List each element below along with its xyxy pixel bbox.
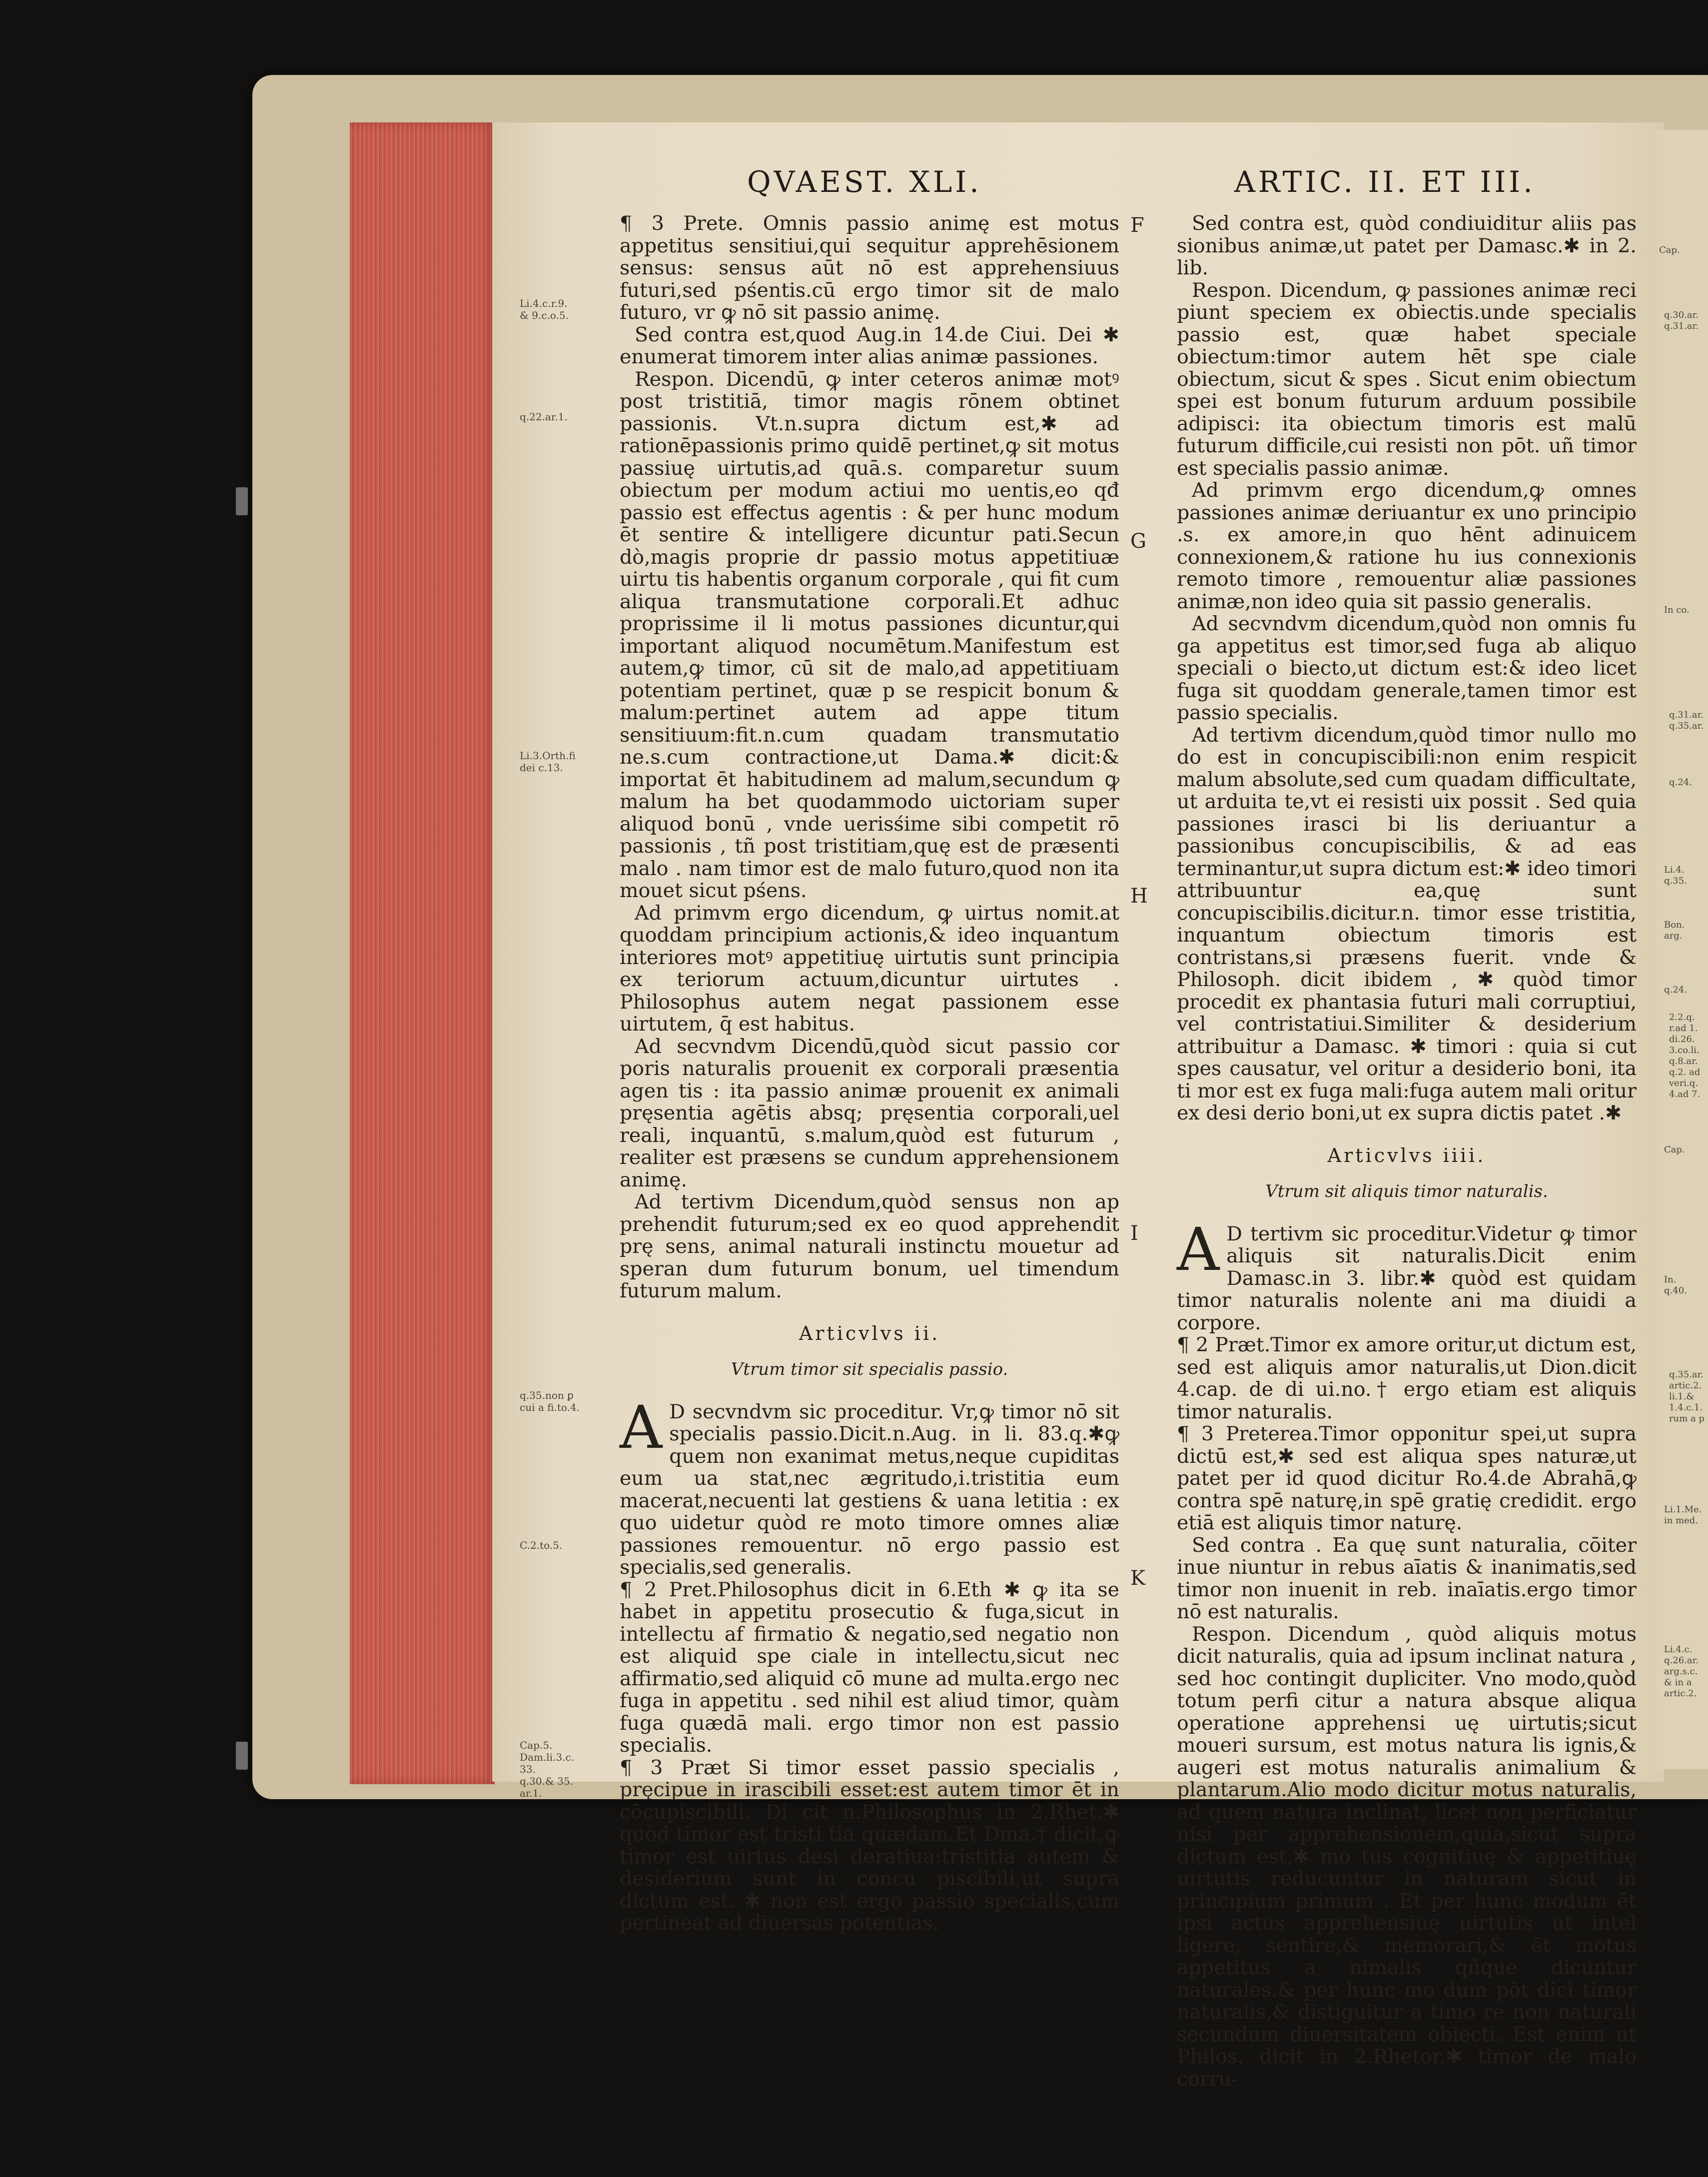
paragraph: Sed contra est,quod Aug.in 14.de Ciui. Dei ✱ enumerat timorem inter alias animæ passiones.: [620, 323, 1119, 368]
paragraph: Ad secvndvm Dicendū,quòd sicut passio cor poris naturalis prouenit ex corporali præsentia agen tis : ita passio animæ prouenit ex animali pręsentia agētis absq; pręsentia corporali,uel reali, inquantū, s.malum,quòd est futurum , realiter est præsens se cundum apprehensionem animę.: [620, 1035, 1119, 1191]
running-head-right: ARTIC. II. ET III.: [1234, 165, 1536, 199]
margin-note: In. q.40.: [1664, 1274, 1687, 1296]
margin-note: C.2.to.5.: [520, 1539, 563, 1551]
article-heading: Articvlvs ii.: [799, 1322, 940, 1344]
section-letter-i: I: [1130, 1222, 1138, 1245]
article-title: Vtrum sit aliquis timor naturalis.: [1265, 1181, 1548, 1201]
margin-note: q.31.ar. q.35.ar.: [1669, 710, 1704, 731]
paragraph: Respon. Dicendū, ꝙ inter ceteros animæ motꝰ post tristitiā, timor magis rōnem obtinet passionis. Vt.n.supra dictum est,✱ ad rationēpassionis primo quidē pertinet,ꝙ sit motus passiuę uirtutis,ad quā.s. comparetur suum obiectum per modum actiui mo uentis,eo qđ passio est effectus agentis : & per hunc modum ēt sentire & intelligere dicuntur pati.Secun dò,magis proprie dr passio motus appetitiuæ uirtu tis habentis organum corporale , qui fit cum aliqua transmutatione corporali.Et adhuc proprissime il li motus passiones dicuntur,qui important aliquod nocumētum.Manifestum est autem,ꝙ timor, cū sit de malo,ad appetitiuam potentiam pertinet, quæ p se respicit bonum & malum:pertinet autem ad appe titum sensitiuum:fit.n.cum quadam transmutatio ne.s.cum contractione,ut Dama.✱ dicit:& importat ēt habitudinem ad malum,secundum ꝙ malum ha bet quodammodo uictoriam super aliquod bonū , vnde uerisśime sibi competit rō passionis , tñ post tristitiam,quę est de præsenti malo . nam timor est de malo futuro,quod non ita mouet sicut pśens.: [620, 367, 1119, 902]
paragraph: Ad primvm ergo dicendum, ꝙ uirtus nomit.at quoddam principium actionis,& ideo inquantum interiores motꝰ appetitiuę uirtutis sunt principia ex teriorum actuum,dicuntur uirtutes . Philosophus autem negat passionem esse uirtutem, q̄ est habitus.: [620, 901, 1119, 1036]
margin-note: Cap.: [1664, 1144, 1685, 1155]
drop-cap: A: [620, 1392, 663, 1462]
paragraph: Respon. Dicendum , quòd aliquis motus dicit naturalis, quia ad ipsum inclinat natura , sed hoc contingit dupliciter. Vno modo,quòd totum perfi citur a natura absque aliqua operatione apprehensi uę uirtutis;sicut moueri sursum, est motus natura lis ignis,& augeri est motus naturalis animalium & plantarum.Alio modo dicitur motus naturalis, ad quem natura inclinat, licet non perficiatur nisi per apprehensionem,quia,sicut supra dictum est,✱ mo tus cognitiuę & appetitiuę uirtutis reducuntur in naturam sicut in principium primum . Et per hunc modum ēt ipsi actus apprehensiuę uirtutis ut intel ligere, sentire,& memorari,& ēt motus appetitus a nimalis qñque dicuntur naturales.& per hunc mo dum pōt dici timor naturalis,& distiguitur a timo re non naturali secundum diuersitatem obiecti. Est enim ut Philos. dicit in 2.Rhetor.✱ timor de malo corru-: [1177, 1622, 1637, 2091]
margin-note: In co.: [1664, 605, 1690, 615]
paragraph: ¶ 2 Præt.Timor ex amore oritur,ut dictum est, sed est aliquis amor naturalis,ut Dion.dicit 4.cap. de di ui.no.† ergo etiam est aliquis timor naturalis.: [1177, 1333, 1637, 1423]
margin-note: Cap.: [1659, 245, 1680, 255]
red-page-edges: [350, 122, 495, 1784]
margin-note: Li.4.c. q.26.ar. arg.s.c. & in a artic.2.: [1664, 1644, 1699, 1699]
margin-note: Bon. arg.: [1664, 920, 1685, 941]
paragraph: ¶ 3 Prete. Omnis passio animę est motus appetitus sensitiui,qui sequitur apprehēsionem sensus: sensus aūt nō est apprehensiuus futuri,sed pśentis.cū ergo timor sit de malo futuro, vr ꝙ nō sit passio animę.: [620, 212, 1119, 324]
section-letter-g: G: [1130, 530, 1146, 553]
margin-note: Li.4.c.r.9. & 9.c.o.5.: [520, 297, 569, 321]
margin-note: 2.2.q. r.ad 1. di.26. 3.co.li. q.8.ar. q.2. ad veri.q. 4.ad 7.: [1669, 1012, 1701, 1099]
section-letter-h: H: [1130, 885, 1148, 908]
section-letter-k: K: [1130, 1567, 1145, 1590]
margin-note: q.35.non ꝑ cui a fi.to.4.: [520, 1389, 580, 1413]
clasp-top: [236, 487, 248, 515]
paragraph: ¶ 3 Præt Si timor esset passio specialis , pręcipue in irascibili esset:est autem timor ēt in cōcupiscibili. Di cit n.Philosophus in 2.Rhet.✱ quòd timor est tristi tia quædam.Et Dma.† dicit,ꝙ timor est uirtus desi deratiua:tristitia autem & desiderium sunt in concu piscibili,ut supra dictum est. ✱ non est ergo passio specialis,cum pertineat ad diuersas potentias.: [620, 1756, 1119, 1935]
margin-note: Cap.5. Dam.li.3.c. 33. q.30.& 35. ar.1.: [520, 1739, 575, 1799]
left-column: [620, 212, 1119, 1935]
paragraph: Ad primvm ergo dicendum,ꝙ omnes passiones animæ deriuantur ex uno principio .s. ex amore,in quo hēnt adinuicem connexionem,& ratione hu ius connexionis remoto timore , remouentur aliæ passiones animæ,non ideo quia sit passio generalis.: [1177, 479, 1637, 613]
paragraph: ¶ 2 Pret.Philosophus dicit in 6.Eth ✱ ꝙ ita se habet in appetitu prosecutio & fuga,sicut in intellectu af firmatio & negatio,sed negatio non est aliquid spe ciale in intellectu,sicut nec affirmatio,sed aliquid cō mune ad multa.ergo nec fuga in appetitu . sed nihil est aliud timor, quàm fuga quædā mali. ergo timor non est passio specialis.: [620, 1578, 1119, 1757]
paragraph: Respon. Dicendum, ꝙ passiones animæ reci piunt speciem ex obiectis.unde specialis passio est, quæ habet speciale obiectum:timor autem hēt spe ciale obiectum, sicut & spes . Sicut enim obiectum spei est bonum futurum arduum possibile adipisci: ita obiectum timoris est malū futurum difficile,cui resisti non pōt. uñ timor est specialis passio animæ.: [1177, 278, 1637, 480]
section-letter-f: F: [1130, 214, 1144, 237]
margin-note: q.22.ar.1.: [520, 411, 568, 423]
paragraph-text: D secvndvm sic proceditur. Vr,ꝙ timor nō sit specialis passio.Dicit.n.Aug. in li. 83.q.✱ꝙ quem non exanimat metus,neque cupiditas eum ua stat,nec ægritudo,i.tristitia eum macerat,necuenti lat gestiens & uana letitia : ex quo uidetur quòd re moto timore omnes aliæ passiones remouentur. nō ergo passio est specialis,sed generalis.: [620, 1400, 1119, 1579]
margin-note: Li.4. q.35.: [1664, 865, 1687, 886]
paragraph-text: D tertivm sic proceditur.Videtur ꝙ timor aliquis sit naturalis.Dicit enim Damasc.in 3. libr.✱ quòd est quidam timor naturalis nolente ani ma diuidi a corpore.: [1177, 1222, 1637, 1334]
margin-note: Li.1.Me. in med.: [1664, 1504, 1702, 1526]
paragraph: Ad secvndvm dicendum,quòd non omnis fu ga appetitus est timor,sed fuga ab aliquo speciali o biecto,ut dictum est:& ideo licet fuga sit quoddam generale,tamen timor est passio specialis.: [1177, 612, 1637, 724]
paragraph: Sed contra est, quòd condiuiditur aliis pas sionibus animæ,ut patet per Damasc.✱ in 2. lib.: [1177, 212, 1637, 279]
paragraph: Sed contra . Ea quę sunt naturalia, cōiter inue niuntur in rebus aīatis & inanimatis,sed timor non inuenit in reb. inaīatis.ergo timor nō est naturalis.: [1177, 1533, 1637, 1623]
right-column: [1177, 212, 1637, 2090]
margin-note: q.24.: [1664, 985, 1687, 995]
margin-note: q.24.: [1669, 777, 1692, 788]
margin-note: Li.3.Orth.fi dei c.13.: [520, 750, 576, 774]
clasp-bottom: [236, 1742, 248, 1770]
paragraph: [620, 1392, 1119, 1579]
margin-note: q.35.ar. artic.2. li.1.& 1.4.c.1. rum a p: [1669, 1369, 1705, 1424]
article-title: Vtrum timor sit specialis passio.: [731, 1359, 1008, 1379]
paragraph: Ad tertivm dicendum,quòd timor nullo mo do est in concupiscibili:non enim respicit malum absolute,sed cum quadam difficultate, ut arduita te,vt ei resisti uix possit . Sed quia passiones irasci bi lis deriuantur a passionibus concupiscibilis, & ad eas terminantur,ut supra dictum est:✱ ideo timori attribuuntur ea,quę sunt concupiscibilis.dicitur.n. timor esse tristitia, inquantum obiectum timoris est contristans,si præsens fuerit. vnde & Philosoph. dicit ibidem , ✱ quòd timor procedit ex phantasia futuri mali corruptiui, vel contristatiui.Similiter & desiderium attribuitur a Damasc. ✱ timori : quia si cut spes causatur, vel oritur a desiderio boni, ita ti mor est ex fuga mali:fuga autem mali oritur ex desi derio boni,ut ex supra dictis patet .✱: [1177, 723, 1637, 1124]
paragraph: [1177, 1214, 1637, 1334]
paragraph: Ad tertivm Dicendum,quòd sensus non ap prehendit futurum;sed ex eo quod apprehendit prę sens, animal naturali instinctu mouetur ad speran dum futurum bonum, uel timendum futurum malum.: [620, 1190, 1119, 1302]
running-head-left: QVAEST. XLI.: [747, 165, 982, 199]
drop-cap: A: [1177, 1214, 1220, 1284]
paragraph: ¶ 3 Preterea.Timor opponitur spei,ut supra dictū est,✱ sed est aliqua spes naturæ,ut patet per id quod dicitur Ro.4.de Abrahā,ꝙ contra spē naturę,in spē gratię credidit. ergo etiā est aliquis timor naturę.: [1177, 1422, 1637, 1534]
margin-note: q.30.ar. q.31.ar.: [1664, 310, 1699, 331]
article-heading: Articvlvs iiii.: [1327, 1144, 1486, 1166]
